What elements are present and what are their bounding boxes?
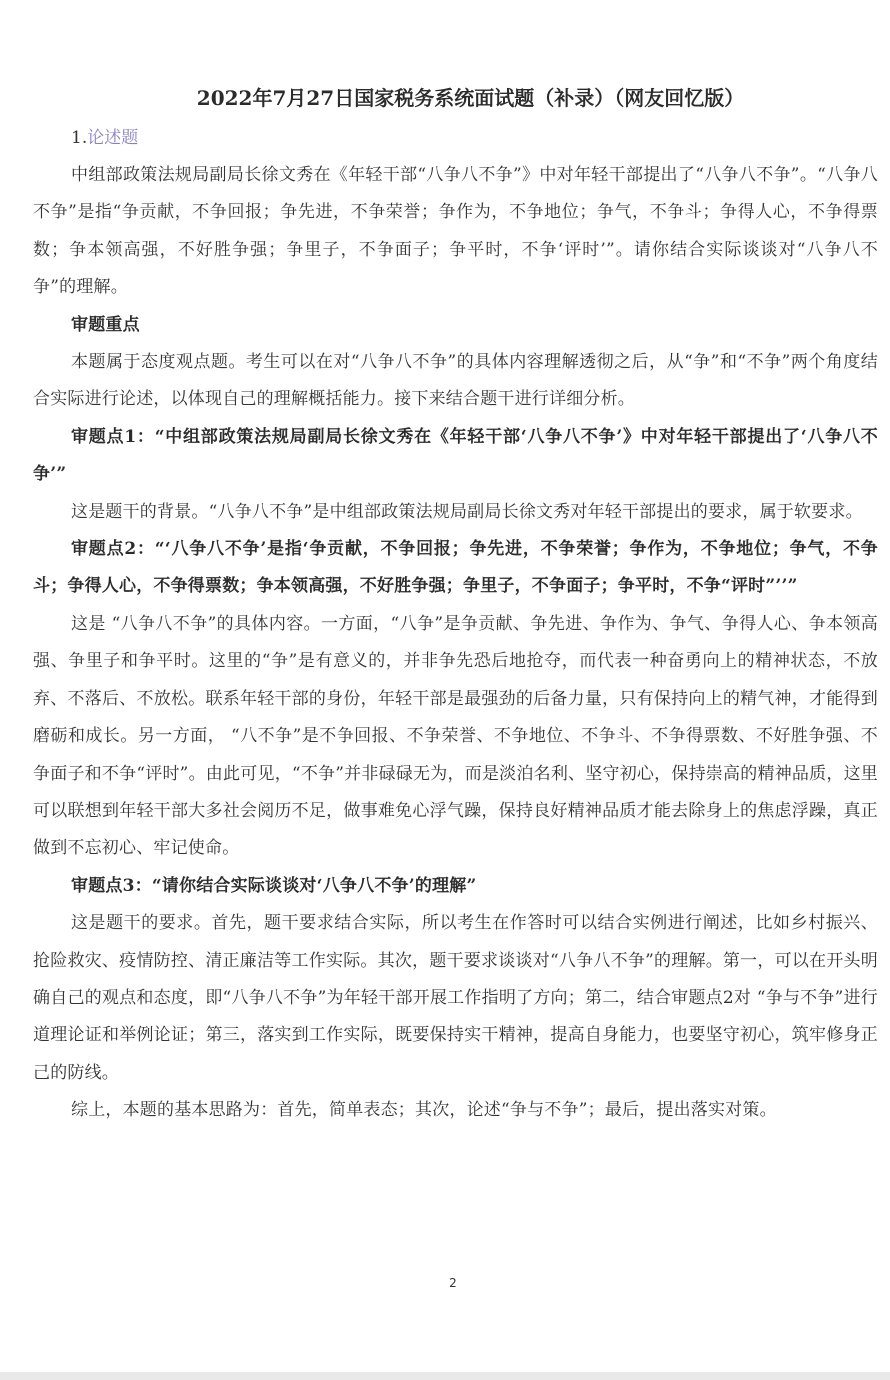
point3-text: 这是题干的要求。首先，题干要求结合实际，所以考生在作答时可以结合实例进行阐述，比如乡村振兴、抢险救灾、疫情防控、清正廉洁等工作实际。其次，题干要求谈谈对“八争八不争”的理解。第一，可以在开头明确自己的观点和态度，即“八争八不争”为年轻干部开展工作指明了方向；第二，结合审题点2对 “争与不争”进行道理论证和举例论证；第三，落实到工作实际，既要保持实干精神，提高自身能力，也要坚守初心，筑牢修身正己的防线。 [33,913,878,1083]
page-bottom-divider [0,1372,890,1380]
question-text: 中组部政策法规局副局长徐文秀在《年轻干部“八争八不争”》中对年轻干部提出了“八争八不争”。“八争八不争”是指“争贡献，不争回报；争先进，不争荣誉；争作为，不争地位；争气，不争斗；争得人心，不争得票数；争本领高强，不好胜争强；争里子，不争面子；争平时，不争‘评时’”。请你结合实际谈谈对“八争八不争”的理解。 [33,165,878,298]
document-title: 2022年7月27日国家税务系统面试题（补录）（网友回忆版） [196,86,745,110]
point1-text: 这是题干的背景。“八争八不争”是中组部政策法规局副局长徐文秀对年轻干部提出的要求，属于软要求。 [71,501,863,522]
document-body [33,83,878,1130]
section-heading: 审题重点 [71,314,140,335]
point3-heading: 审题点3：“请你结合实际谈谈对‘八争八不争’的理解” [71,875,477,896]
section-intro: 本题属于态度观点题。考生可以在对“八争八不争”的具体内容理解透彻之后，从“争”和“不争”两个角度结合实际进行论述，以体现自己的理解概括能力。接下来结合题干进行详细分析。 [33,352,878,410]
point1-heading: 审题点1：“中组部政策法规局副局长徐文秀在《年轻干部‘八争八不争’》中对年轻干部提出了‘八争八不争’” [33,426,878,485]
question-label [33,125,878,151]
page-number: 2 [449,1276,457,1290]
point2-heading: 审题点2：“‘八争八不争’是指‘争贡献，不争回报；争先进，不争荣誉；争作为，不争地位；争气，不争斗；争得人心，不争得票数；争本领高强，不好胜争强；争里子，不争面子；争平时，不争“评时”’’” [33,539,878,597]
question-number: 1. [71,128,88,148]
question-type: 论述题 [87,128,139,148]
point2-text: 这是 “八争八不争”的具体内容。一方面，“八争”是争贡献、争先进、争作为、争气、争得人心、争本领高强、争里子和争平时。这里的“争”是有意义的，并非争先恐后地抢夺，而代表一种奋勇向上的精神状态，不放弃、不落后、不放松。联系年轻干部的身份，年轻干部是最强劲的后备力量，只有保持向上的精气神，才能得到磨砺和成长。另一方面， “八不争”是不争回报、不争荣誉、不争地位、不争斗、不争得票数、不好胜争强、不争面子和不争“评时”。由此可见，“不争”并非碌碌无为，而是淡泊名利、坚守初心，保持崇高的精神品质，这里可以联想到年轻干部大多社会阅历不足，做事难免心浮气躁，保持良好精神品质才能去除身上的焦虑浮躁，真正做到不忘初心、牢记使命。 [33,613,878,859]
summary-text: 综上，本题的基本思路为：首先，简单表态；其次，论述“争与不争”；最后，提出落实对策。 [71,1100,777,1121]
